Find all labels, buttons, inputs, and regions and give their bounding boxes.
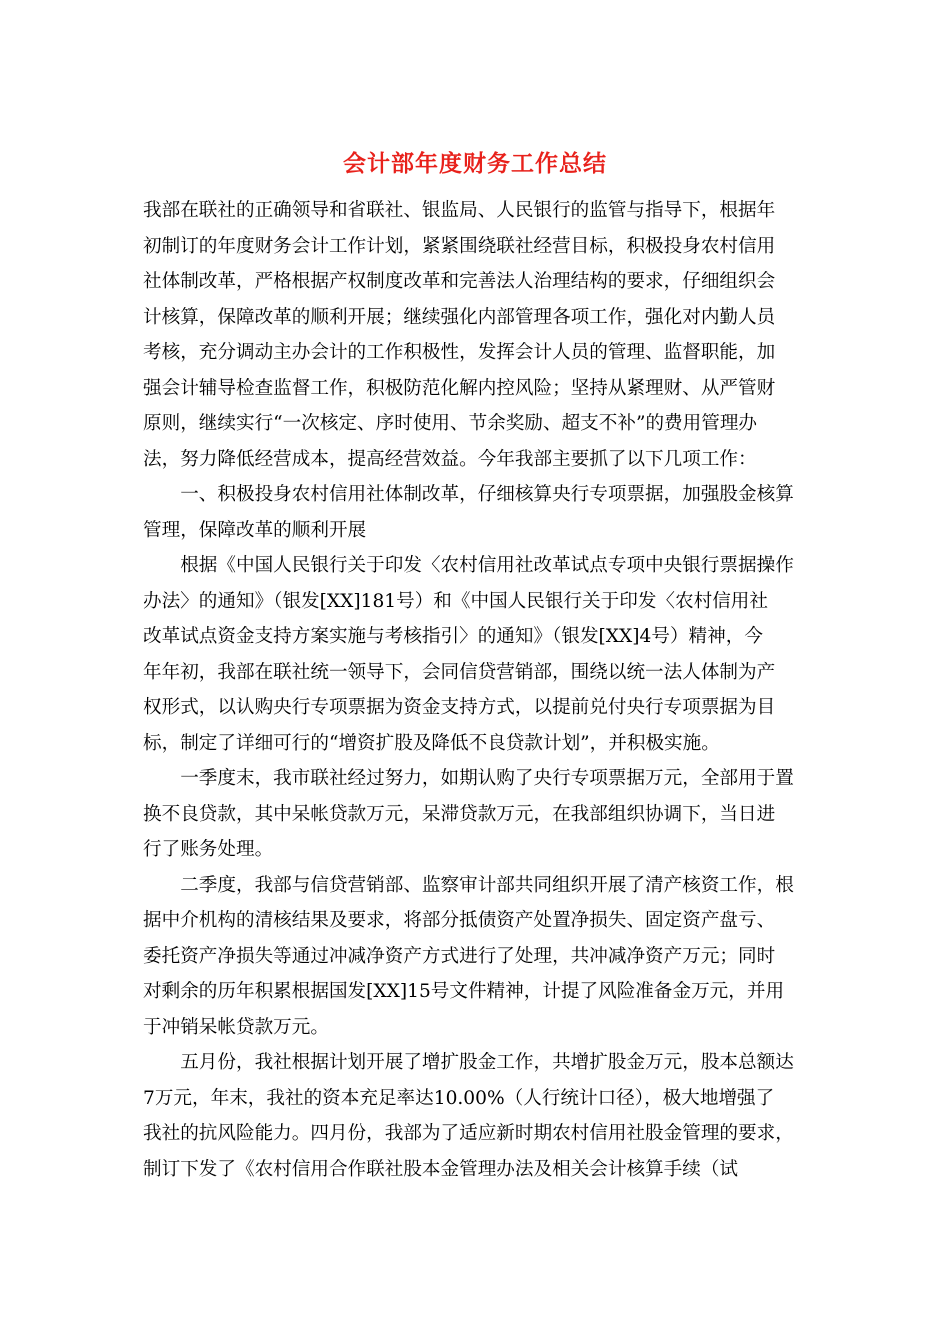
text-line: 考核，充分调动主办会计的工作积极性，发挥会计人员的管理、监督职能，加 xyxy=(143,342,776,363)
text-line: 我社的抗风险能力。四月份，我部为了适应新时期农村信用社股金管理的要求， xyxy=(143,1123,794,1144)
document-title: 会计部年度财务工作总结 xyxy=(343,151,607,177)
text-line: 权形式，以认购央行专项票据为资金支持方式，以提前兑付央行专项票据为目 xyxy=(143,697,776,718)
text-line: 初制订的年度财务会计工作计划，紧紧围绕联社经营目标，积极投身农村信用 xyxy=(143,235,776,257)
text-line: 换不良贷款，其中呆帐贷款万元，呆滞贷款万元，在我部组织协调下，当日进 xyxy=(143,803,776,825)
text-line: 根据《中国人民银行关于印发〈农村信用社改革试点专项中央银行票据操作 xyxy=(180,555,794,576)
text-line: 五月份，我社根据计划开展了增扩股金工作，共增扩股金万元，股本总额达 xyxy=(180,1052,794,1073)
text-line: 计核算，保障改革的顺利开展；继续强化内部管理各项工作，强化对内勤人员 xyxy=(143,306,776,328)
text-line: 法，努力降低经营成本，提高经营效益。今年我部主要抓了以下几项工作： xyxy=(143,448,757,470)
paragraph-first-quarter xyxy=(143,761,808,868)
paragraph-section-one-heading xyxy=(143,477,808,548)
text-line: 改革试点资金支持方案实施与考核指引〉的通知》（银发[XX]4号）精神，今 xyxy=(143,626,763,647)
text-line: 标，制定了详细可行的“增资扩股及降低不良贷款计划”，并积极实施。 xyxy=(143,732,720,754)
document-body xyxy=(143,193,808,1187)
text-line: 年年初，我部在联社统一领导下，会同信贷营销部，围绕以统一法人体制为产 xyxy=(143,661,776,683)
text-line: 委托资产净损失等通过冲减净资产方式进行了处理，共冲减净资产万元；同时 xyxy=(143,945,776,967)
text-line: 一季度末，我市联社经过努力，如期认购了央行专项票据万元，全部用于置 xyxy=(180,768,794,789)
text-line: 社体制改革，严格根据产权制度改革和完善法人治理结构的要求，仔细组织会 xyxy=(143,271,776,292)
text-line: 原则，继续实行“一次核定、序时使用、节余奖励、超支不补”的费用管理办 xyxy=(143,413,758,434)
paragraph-may-shares xyxy=(143,1045,808,1187)
text-line: 于冲销呆帐贷款万元。 xyxy=(143,1016,329,1038)
text-line: 行了账务处理。 xyxy=(143,839,274,860)
text-line: 7万元，年末，我社的资本充足率达10.00%（人行统计口径），极大地增强了 xyxy=(143,1087,775,1109)
text-line: 强会计辅导检查监督工作，积极防范化解内控风险；坚持从紧理财、从严管财 xyxy=(143,377,776,399)
text-line: 一、积极投身农村信用社体制改革，仔细核算央行专项票据，加强股金核算 xyxy=(180,484,794,505)
paragraph-second-quarter xyxy=(143,868,808,1046)
text-line: 管理，保障改革的顺利开展 xyxy=(143,519,367,541)
text-line: 制订下发了《农村信用合作联社股本金管理办法及相关会计核算手续（试 xyxy=(143,1158,739,1180)
text-line: 二季度，我部与信贷营销部、监察审计部共同组织开展了清产核资工作，根 xyxy=(180,874,794,896)
text-line: 我部在联社的正确领导和省联社、银监局、人民银行的监管与指导下，根据年 xyxy=(143,200,776,221)
text-line: 办法〉的通知》（银发[XX]181号）和《中国人民银行关于印发〈农村信用社 xyxy=(143,590,768,612)
paragraph-intro xyxy=(143,193,808,477)
text-line: 据中介机构的清核结果及要求，将部分抵债资产处置净损失、固定资产盘亏、 xyxy=(143,910,776,931)
paragraph-policy-basis xyxy=(143,548,808,761)
text-line: 对剩余的历年积累根据国发[XX]15号文件精神，计提了风险准备金万元，并用 xyxy=(143,981,785,1002)
